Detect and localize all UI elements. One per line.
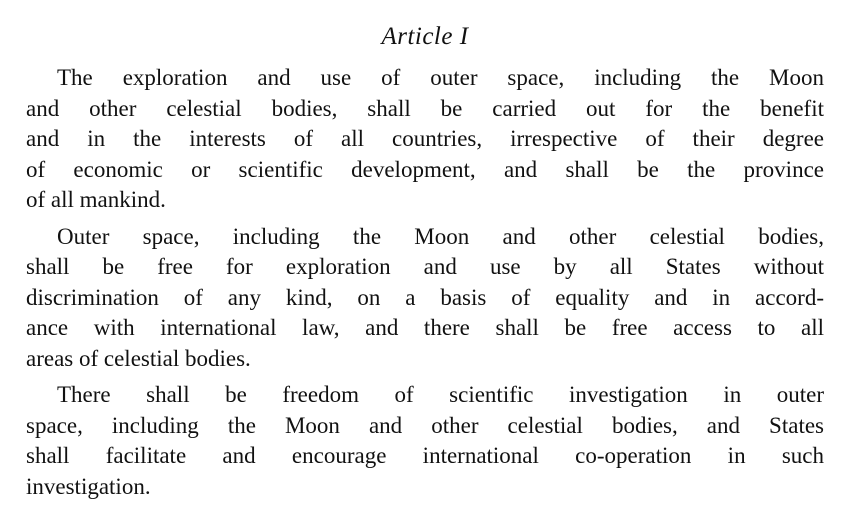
paragraph-2 (26, 222, 824, 375)
paragraph-1 (26, 63, 824, 216)
document-page (26, 22, 824, 508)
paragraph-3 (26, 380, 824, 502)
paragraph-line: areas of celestial bodies. (26, 345, 251, 371)
paragraph-line: There shall be freedom of scientific investigation in outer (57, 382, 824, 407)
paragraph-line: Outer space, including the Moon and other celestial bodies, (57, 223, 824, 249)
paragraph-line: ance with international law, and there shall be free access to all (26, 315, 824, 340)
paragraph-line: space, including the Moon and other celestial bodies, and States (26, 412, 824, 438)
paragraph-line: and other celestial bodies, shall be carried out for the benefit (26, 95, 824, 121)
paragraph-line: investigation. (26, 473, 151, 499)
article-heading: Article I (381, 23, 469, 50)
paragraph-line: discrimination of any kind, on a basis of equality and in accord- (26, 284, 824, 310)
paragraph-line: The exploration and use of outer space, including the Moon (57, 65, 824, 90)
paragraph-line: of economic or scientific development, and shall be the province (26, 156, 824, 182)
paragraph-line: and in the interests of all countries, irrespective of their degree (26, 126, 824, 151)
paragraph-line: of all mankind. (26, 187, 166, 212)
paragraph-line: shall facilitate and encourage international co-operation in such (26, 443, 824, 468)
paragraph-line: shall be free for exploration and use by all States without (26, 254, 824, 279)
